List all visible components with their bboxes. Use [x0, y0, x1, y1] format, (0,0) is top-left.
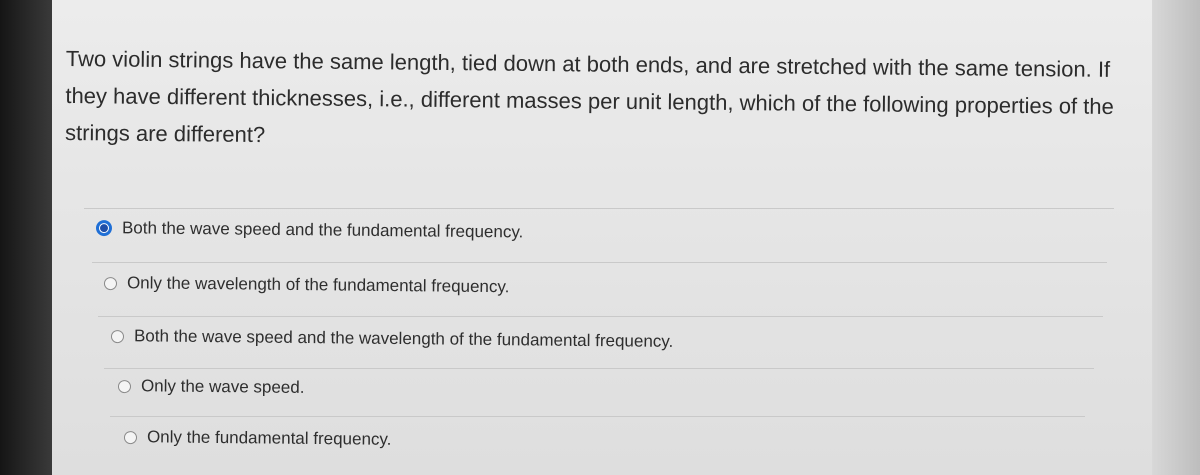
answer-option-2[interactable]	[104, 273, 510, 297]
answer-option-4[interactable]	[118, 376, 305, 398]
background-right-edge	[1152, 0, 1200, 475]
radio-selected-icon[interactable]	[96, 220, 112, 236]
radio-unselected-icon[interactable]	[124, 431, 137, 444]
question-text: Two violin strings have the same length, tied down at both ends, and are stretched with the same tension. If they have different thicknesses, i.e., different masses per unit length, which of the following properties of the strings are different?	[64, 45, 1114, 148]
radio-unselected-icon[interactable]	[118, 380, 131, 393]
answer-option-5[interactable]	[124, 427, 392, 450]
question-panel	[52, 0, 1152, 475]
answer-option-label: Both the wave speed and the wavelength of the fundamental frequency.	[133, 326, 674, 351]
answer-option-label: Only the wave speed.	[140, 376, 305, 397]
radio-unselected-icon[interactable]	[104, 277, 117, 290]
answer-option-1[interactable]	[96, 218, 524, 242]
radio-unselected-icon[interactable]	[111, 330, 124, 343]
answer-option-3[interactable]	[111, 326, 674, 352]
divider	[110, 416, 1085, 417]
divider	[84, 208, 1114, 209]
divider	[98, 316, 1103, 317]
background-left-edge	[0, 0, 52, 475]
answer-option-label: Only the wavelength of the fundamental frequency.	[126, 273, 510, 297]
answer-option-label: Only the fundamental frequency.	[146, 427, 392, 449]
divider	[104, 368, 1094, 369]
answer-option-label: Both the wave speed and the fundamental frequency.	[121, 218, 524, 242]
divider	[92, 262, 1107, 263]
